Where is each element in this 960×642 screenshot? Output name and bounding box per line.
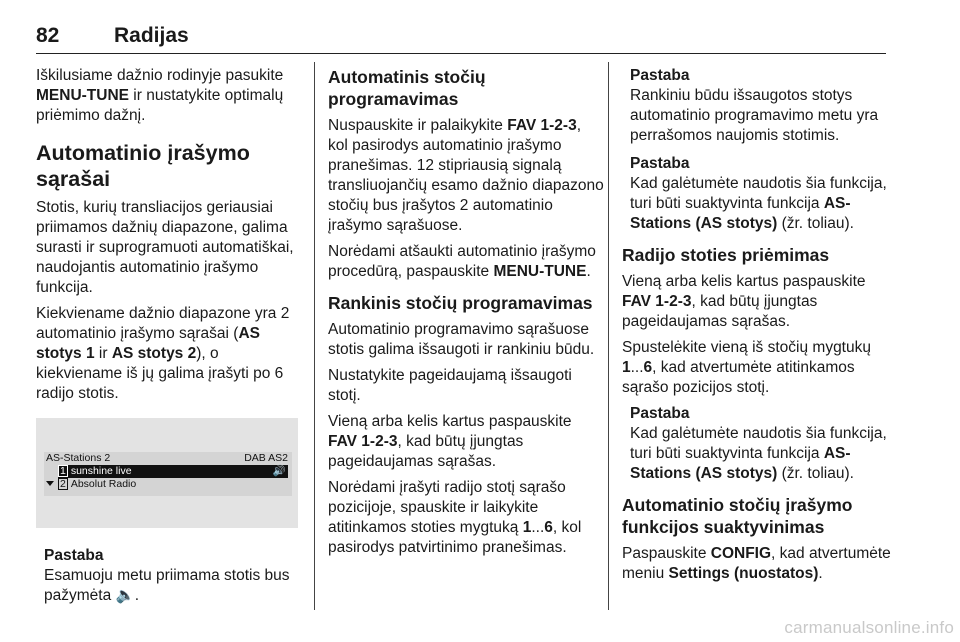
heading-auto-programming: Automatinis stočių programavimas — [328, 67, 486, 109]
preset-number: 1 — [60, 465, 66, 477]
paragraph-store-station: Norėdami įrašyti radijo stotį sąrašo pozicijoje, spauskite ir laikykite atitinkamos stoties mygtuką 1...6, kol pasirodys patvirtinimo pranešimas. — [328, 479, 582, 556]
note-text: Rankiniu būdu išsaugotos stotys automatinio programavimo metu yra perrašomos naujomis stotimis. — [630, 87, 879, 144]
page-header — [36, 24, 886, 54]
note-text: Esamuoju metu priimama stotis bus pažymėta 🔈. — [44, 567, 290, 604]
heading-auto-store-lists: Automatinio įrašymo sąrašai — [36, 141, 250, 191]
paragraph-select-list: Vieną arba kelis kartus paspauskite FAV 1-2-3, kad būtų įjungtas pageidaujamas sąrašas. — [328, 413, 572, 470]
note-title: Pastaba — [44, 547, 104, 564]
column-middle — [328, 66, 604, 564]
paragraph-open-settings: Paspauskite CONFIG, kad atvertumėte meniu Settings (nuostatos). — [622, 545, 891, 582]
page-title: Radijas — [114, 24, 189, 47]
column-divider — [608, 62, 609, 610]
note-title: Pastaba — [630, 155, 690, 172]
screen-list-name: AS-Stations 2 — [46, 452, 111, 464]
heading-station-reception: Radijo stoties priėmimas — [622, 245, 830, 265]
note-title: Pastaba — [630, 67, 690, 84]
paragraph-auto-programming: Nuspauskite ir palaikykite FAV 1-2-3, kol pasirodys automatinio įrašymo pranešimas. 12 stipriausią signalą transliuojančių esamo dažnio diapazono stočių bus įrašytos 2 automatinio įrašymo sąrašuose. — [328, 117, 604, 234]
preset-number: 2 — [60, 478, 66, 490]
note-as-stations-required — [630, 154, 892, 234]
screen-header — [46, 452, 288, 464]
paragraph-as-lists: Kiekviename dažnio diapazone yra 2 automatinio įrašymo sąrašai (AS stotys 1 ir AS stotys 2), o kiekviename iš jų galima įrašyti po 6 radijo stotis. — [36, 305, 290, 402]
heading-auto-store-activation: Automatinio stočių įrašymo funkcijos suaktyvinimas — [622, 495, 853, 537]
column-right — [622, 66, 892, 590]
note-text: Kad galėtumėte naudotis šia funkcija, turi būti suaktyvinta funkcija AS-Stations (AS stotys) (žr. toliau). — [630, 175, 887, 232]
page-number: 82 — [36, 24, 60, 47]
scroll-down-arrow-icon — [46, 481, 54, 486]
station-list-item — [58, 478, 288, 491]
paragraph-manual-intro: Automatinio programavimo sąrašuose stotis galima išsaugoti ir rankiniu būdu. — [328, 321, 595, 358]
radio-screen — [44, 452, 292, 496]
note-current-station — [44, 546, 298, 606]
radio-display-illustration — [36, 418, 298, 528]
note-as-stations-required — [630, 404, 892, 484]
station-list-item-selected — [58, 465, 288, 478]
paragraph-tune: Iškilusiame dažnio rodinyje pasukite MENU-TUNE ir nustatykite optimalų priėmimo dažnį. — [36, 67, 284, 124]
paragraph-cancel: Norėdami atšaukti automatinio įrašymo procedūrą, paspauskite MENU-TUNE. — [328, 243, 596, 280]
paragraph-select-list: Vieną arba kelis kartus paspauskite FAV 1-2-3, kad būtų įjungtas pageidaujamas sąrašas. — [622, 273, 866, 330]
heading-manual-programming: Rankinis stočių programavimas — [328, 293, 593, 313]
paragraph-press-preset: Spustelėkite vieną iš stočių mygtukų 1...6, kad atvertumėte atitinkamos sąrašo pozicijos stotį. — [622, 339, 871, 396]
screen-band: DAB AS2 — [244, 452, 288, 464]
column-divider — [314, 62, 315, 610]
note-title: Pastaba — [630, 405, 690, 422]
paragraph-set-station: Nustatykite pageidaujamą išsaugoti stotį. — [328, 367, 572, 404]
station-name: sunshine live — [70, 465, 132, 477]
note-text: Kad galėtumėte naudotis šia funkcija, turi būti suaktyvinta funkcija AS-Stations (AS stotys) (žr. toliau). — [630, 425, 887, 482]
station-name: Absolut Radio — [70, 478, 137, 490]
column-left — [36, 66, 298, 614]
speaker-icon: 🔊 — [272, 465, 286, 477]
watermark: carmanualsonline.info — [784, 618, 954, 637]
note-overwrite — [630, 66, 892, 146]
paragraph-auto-store-intro: Stotis, kurių transliacijos geriausiai priimamos dažnių diapazone, galima surasti ir suprogramuoti automatiškai, naudojantis automatinio įrašymo funkcija. — [36, 199, 294, 296]
